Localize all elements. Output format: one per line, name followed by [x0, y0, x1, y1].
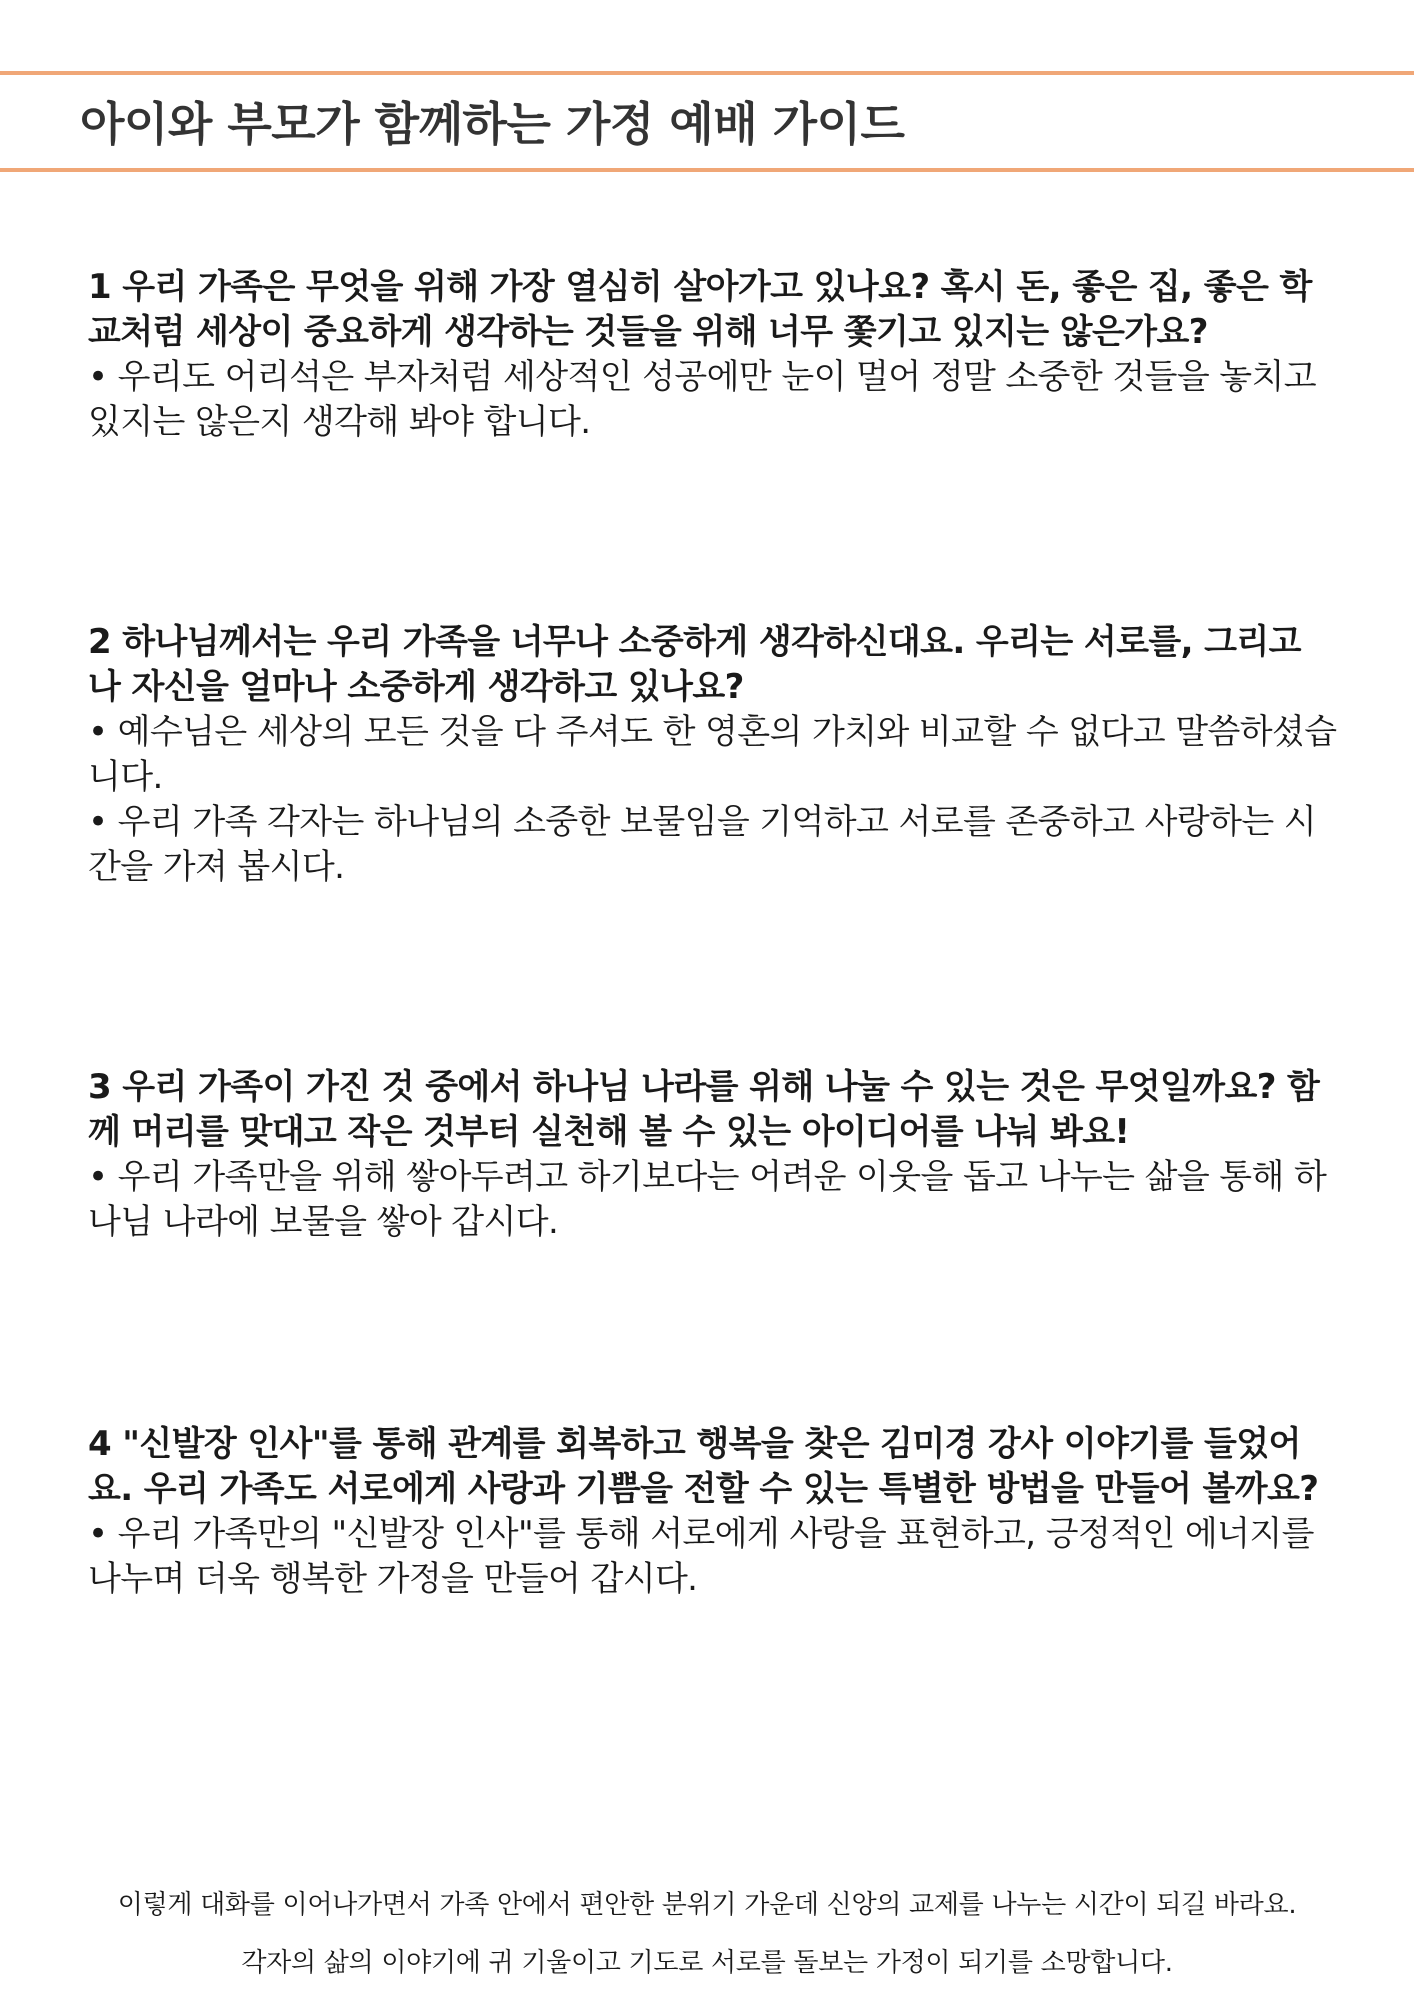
page-title: 아이와 부모가 함께하는 가정 예배 가이드 — [80, 97, 905, 151]
section-question: 1 우리 가족은 무엇을 위해 가장 열심히 살아가고 있나요? 혹시 돈, 좋은 집, 좋은 학교처럼 세상이 중요하게 생각하는 것들을 위해 너무 쫓기고 있지는 않은가요? — [88, 267, 1312, 352]
header-bottom-rule — [0, 168, 1414, 172]
section-bullet: • 우리 가족만의 "신발장 인사"를 통해 서로에게 사랑을 표현하고, 긍정적인 에너지를 나누며 더욱 행복한 가정을 만들어 갑시다. — [88, 1514, 1314, 1599]
footer-line-1: 이렇게 대화를 이어나가면서 가족 안에서 편안한 분위기 가운데 신앙의 교제를 나누는 시간이 되길 바라요. — [117, 1890, 1297, 1920]
footer-line-2: 각자의 삶의 이야기에 귀 기울이고 기도로 서로를 돌보는 가정이 되기를 소망합니다. — [241, 1948, 1173, 1978]
section-bullet: • 우리 가족 각자는 하나님의 소중한 보물임을 기억하고 서로를 존중하고 사랑하는 시간을 가져 봅시다. — [88, 802, 1317, 887]
section-question: 3 우리 가족이 가진 것 중에서 하나님 나라를 위해 나눌 수 있는 것은 무엇일까요? 함께 머리를 맞대고 작은 것부터 실천해 볼 수 있는 아이디어를 나눠 봐요! — [88, 1067, 1320, 1152]
section-4 — [88, 1422, 1338, 1602]
section-bullet: • 우리도 어리석은 부자처럼 세상적인 성공에만 눈이 멀어 정말 소중한 것들을 놓치고 있지는 않은지 생각해 봐야 합니다. — [88, 357, 1317, 442]
section-3 — [88, 1065, 1338, 1245]
section-question: 4 "신발장 인사"를 통해 관계를 회복하고 행복을 찾은 김미경 강사 이야기를 들었어요. 우리 가족도 서로에게 사랑과 기쁨을 전할 수 있는 특별한 방법을 만들어 볼까요? — [88, 1424, 1319, 1509]
header-top-rule — [0, 71, 1414, 75]
section-question: 2 하나님께서는 우리 가족을 너무나 소중하게 생각하신대요. 우리는 서로를, 그리고 나 자신을 얼마나 소중하게 생각하고 있나요? — [88, 622, 1301, 707]
section-bullet: • 우리 가족만을 위해 쌓아두려고 하기보다는 어려운 이웃을 돕고 나누는 삶을 통해 하나님 나라에 보물을 쌓아 갑시다. — [88, 1157, 1327, 1242]
section-2 — [88, 620, 1338, 890]
section-bullet: • 예수님은 세상의 모든 것을 다 주셔도 한 영혼의 가치와 비교할 수 없다고 말씀하셨습니다. — [88, 712, 1337, 797]
section-1 — [88, 265, 1338, 445]
